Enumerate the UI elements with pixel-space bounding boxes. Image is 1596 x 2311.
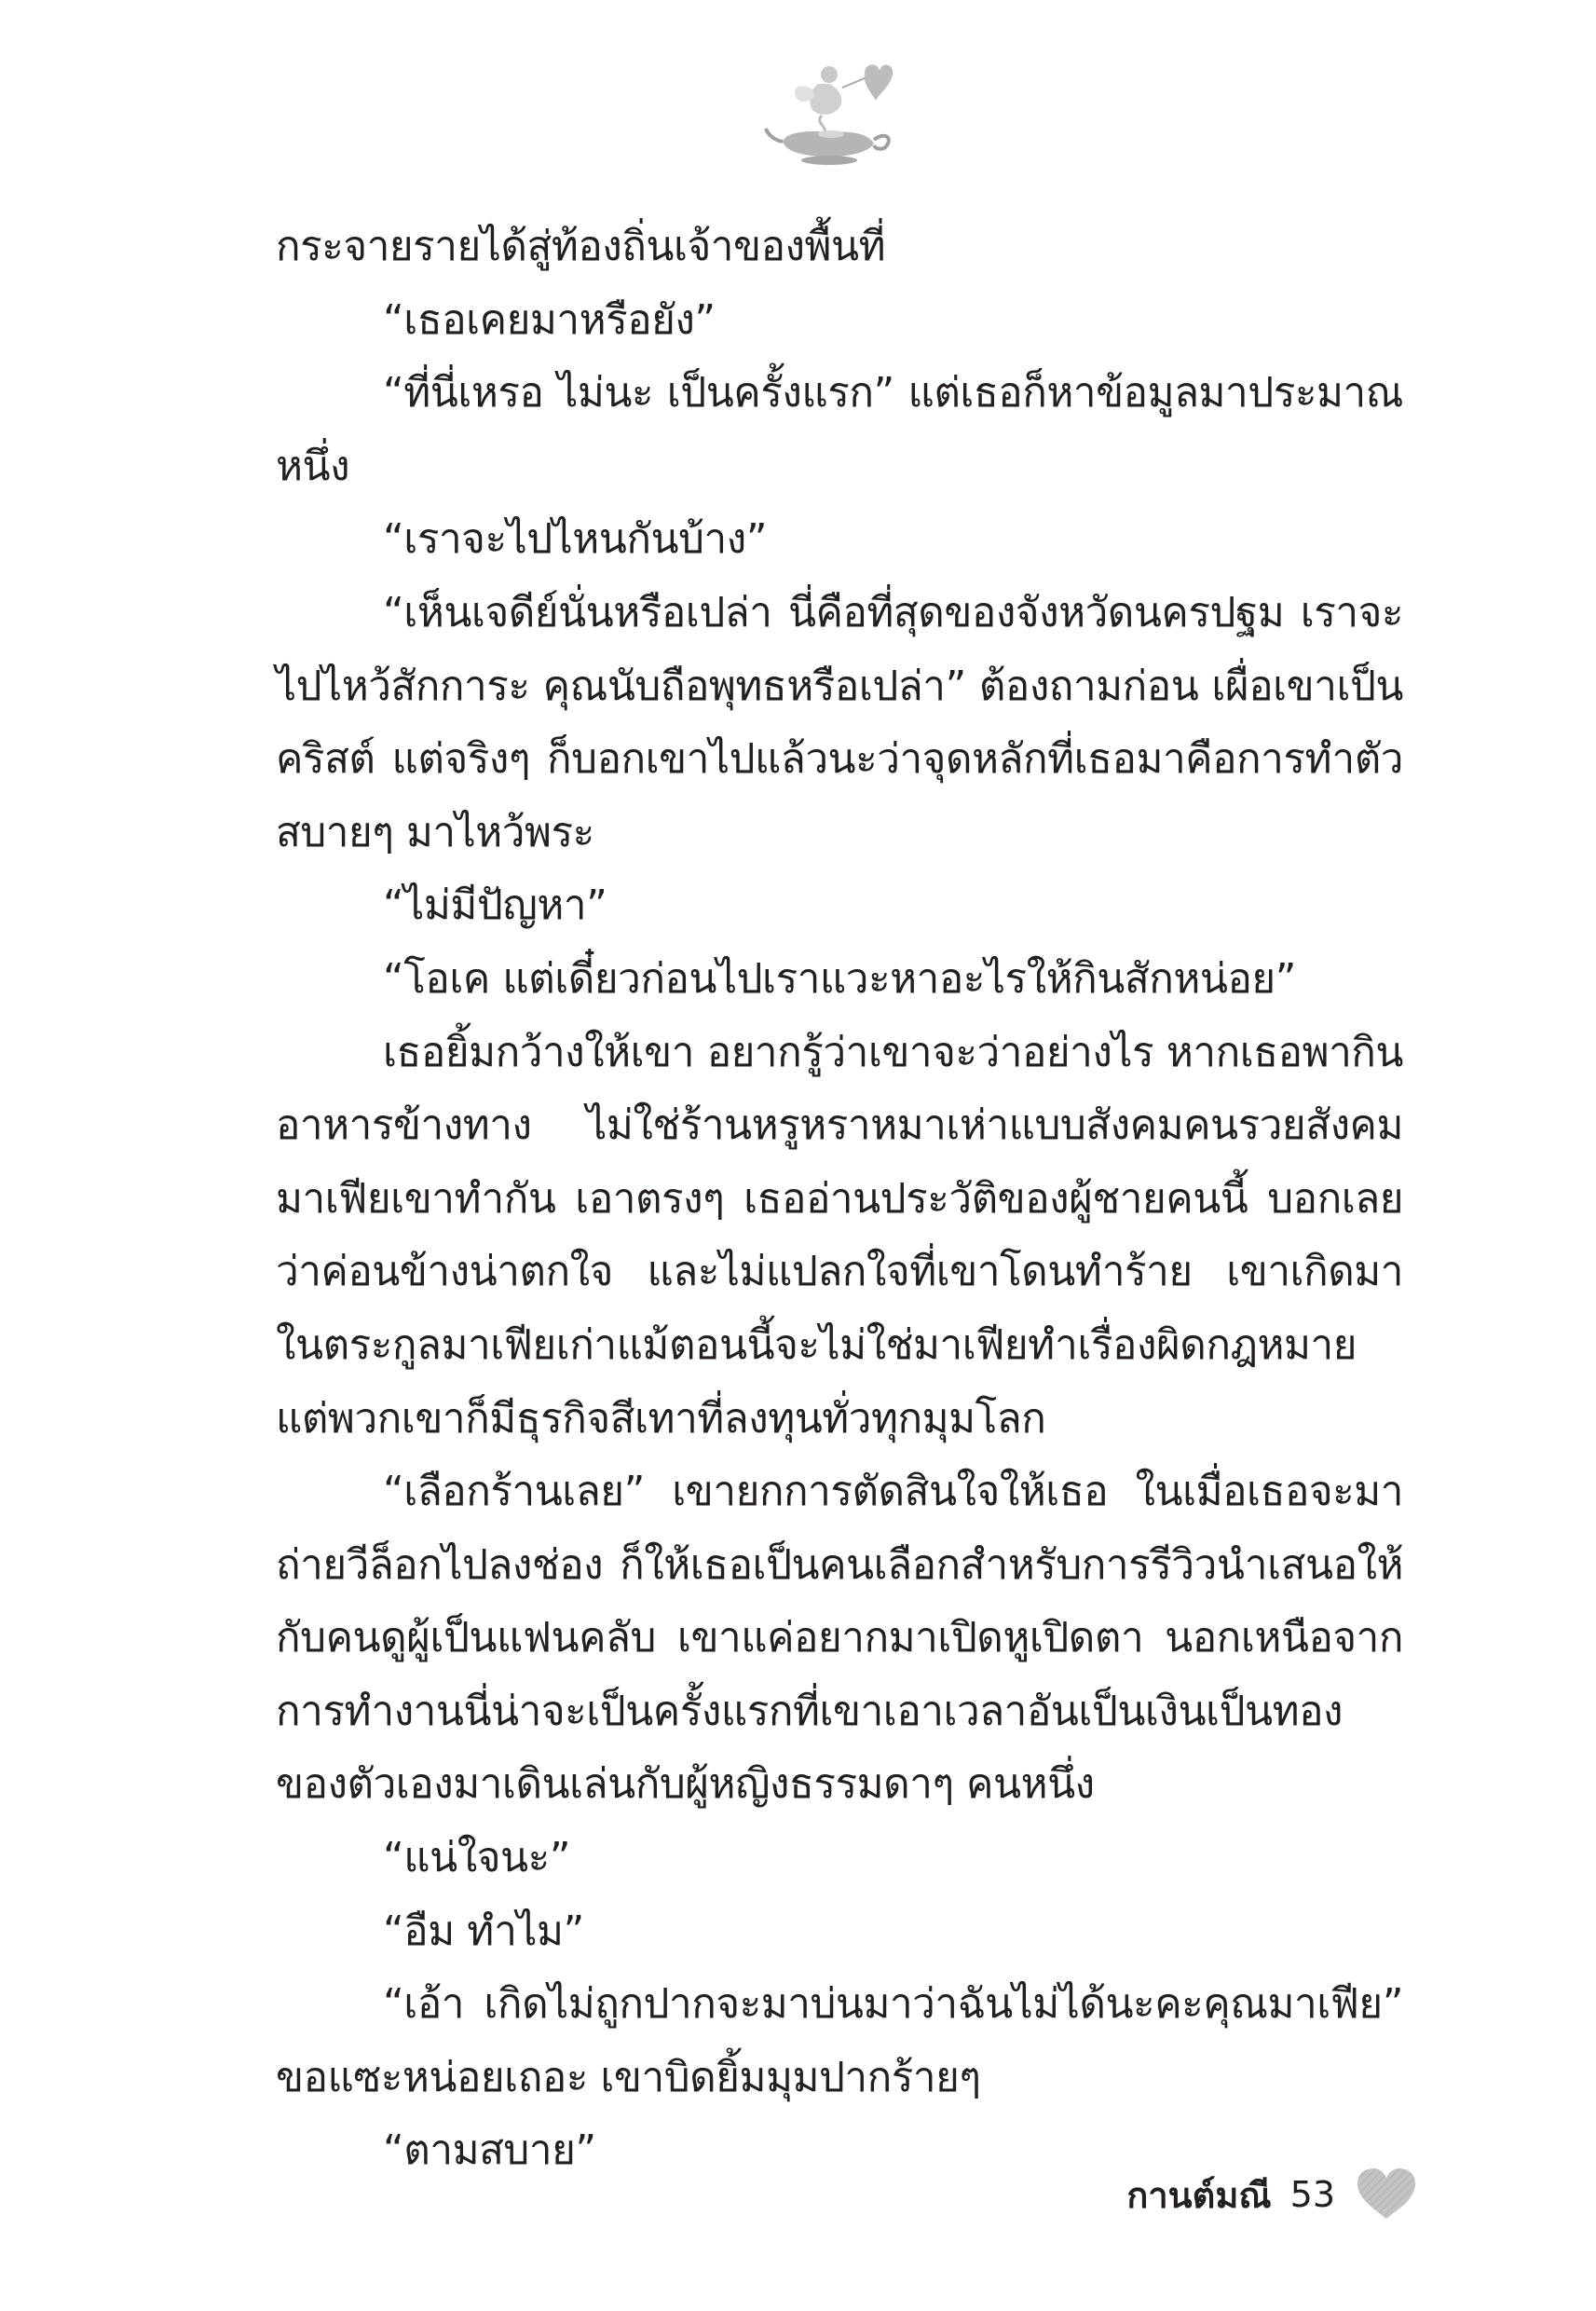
page-footer (1126, 2167, 1419, 2222)
genie-lamp-cupid-heart-icon (764, 56, 904, 168)
paragraph: เธอยิ้มกว้างให้เขา อยากรู้ว่าเขาจะว่าอย่างไร หากเธอพากินอาหารข้างทาง ไม่ใช่ร้านหรูหราหมาเห่าแบบสังคมคนรวยสังคมมาเฟียเขาทำกัน เอาตรงๆ เธออ่านประวัติของผู้ชายคนนี้ บอกเลยว่าค่อนข้างน่าตกใจ และไม่แปลกใจที่เขาโดนทำร้าย เขาเกิดมาในตระกูลมาเฟียเก่าแม้ตอนนี้จะไม่ใช่มาเฟียทำเรื่องผิดกฎหมาย แต่พวกเขาก็มีธุรกิจสีเทาที่ลงทุนทั่วทุกมุมโลก (276, 1028, 1403, 1443)
paragraph: “ไม่มีปัญหา” (383, 882, 607, 930)
paragraph: “ที่นี่เหรอ ไม่นะ เป็นครั้งแรก” แต่เธอก็หาข้อมูลมาประมาณหนึ่ง (276, 369, 1403, 490)
paragraph: “เราจะไปไหนกันบ้าง” (383, 515, 767, 564)
paragraph: “อืม ทำไม” (383, 1907, 584, 1955)
paragraph: “เอ้า เกิดไม่ถูกปากจะมาบ่นมาว่าฉันไม่ได้นะคะคุณมาเฟีย” ขอแซะหน่อยเถอะ เขาบิดยิ้มมุมปากร้ายๆ (276, 1980, 1403, 2101)
paragraph: “ตามสบาย” (383, 2126, 596, 2175)
paragraph: “แน่ใจนะ” (383, 1834, 571, 1882)
paragraph: “เธอเคยมาหรือยัง” (383, 295, 716, 344)
paragraph: “โอเค แต่เดี๋ยวก่อนไปเราแวะหาอะไรให้กินสักหน่อย” (383, 954, 1296, 1003)
paragraph: กระจายรายได้สู่ท้องถิ่นเจ้าของพื้นที่ (276, 223, 886, 270)
page-number: 53 (1289, 2174, 1335, 2215)
heart-icon (1354, 2167, 1419, 2222)
paragraph: “เห็นเจดีย์นั่นหรือเปล่า นี่คือที่สุดของจังหวัดนครปฐม เราจะไปไหว้สักการะ คุณนับถือพุทธหรือเปล่า” ต้องถามก่อน เผื่อเขาเป็นคริสต์ แต่จริงๆ ก็บอกเขาไปแล้วนะว่าจุดหลักที่เธอมาคือการทำตัวสบายๆ มาไหว้พระ (276, 588, 1403, 856)
body-text (276, 211, 1403, 2188)
book-title: กานต์มณี (1126, 2174, 1272, 2216)
paragraph: “เลือกร้านเลย” เขายกการตัดสินใจให้เธอ ในเมื่อเธอจะมาถ่ายวีล็อกไปลงช่อง ก็ให้เธอเป็นคนเลือกสำหรับการรีวิวนำเสนอให้กับคนดูผู้เป็นแฟนคลับ เขาแค่อยากมาเปิดหูเปิดตา นอกเหนือจากการทำงานนี่น่าจะเป็นครั้งแรกที่เขาเอาเวลาอันเป็นเงินเป็นทองของตัวเองมาเดินเล่นกับผู้หญิงธรรมดาๆ คนหนึ่ง (276, 1468, 1403, 1809)
